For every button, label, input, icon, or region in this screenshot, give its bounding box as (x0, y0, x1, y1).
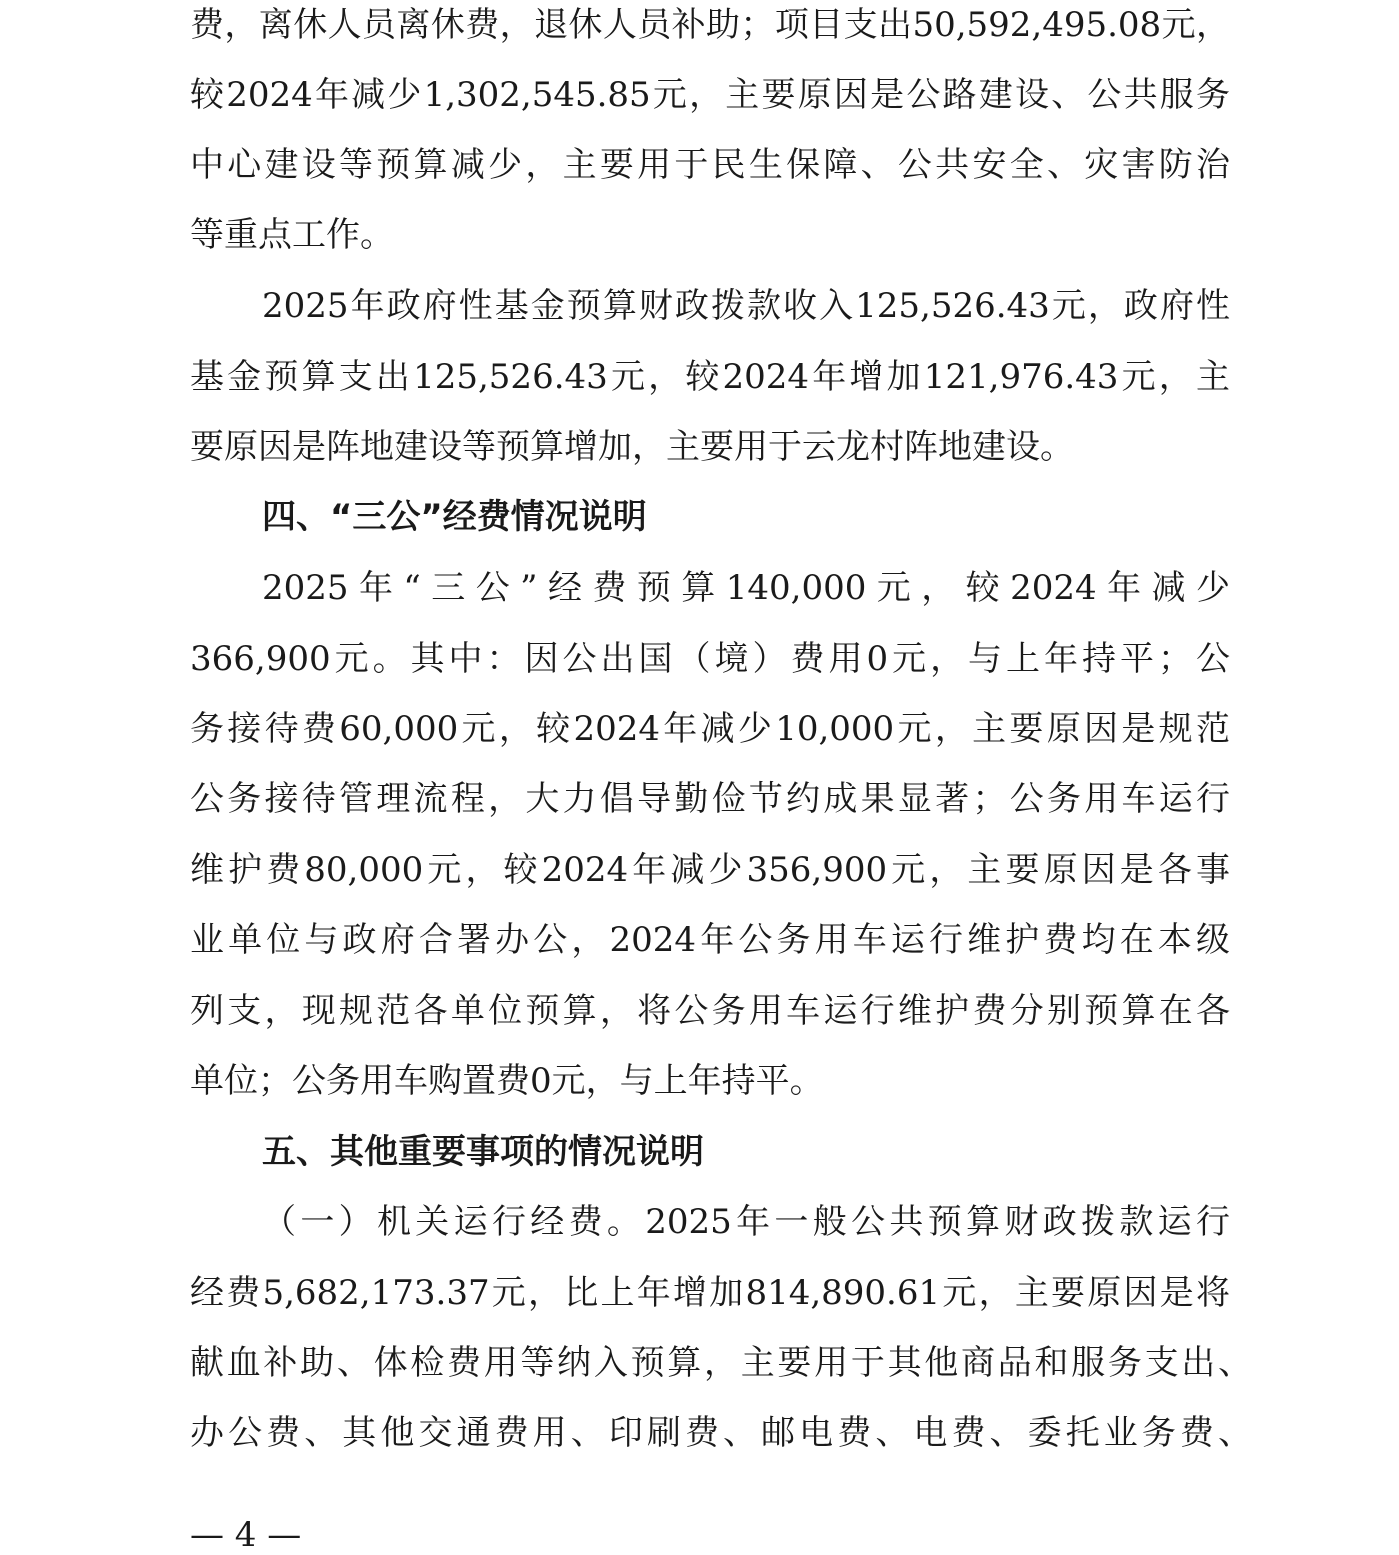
section-heading-four: 四、“三公”经费情况说明 (262, 497, 647, 537)
paragraph-line: 366,900元。其中：因公出国（境）费用0元，与上年持平；公 (190, 639, 1230, 679)
paragraph-line: 2025年“三公”经费预算140,000元，较2024年减少 (262, 568, 1230, 608)
section-heading-five: 五、其他重要事项的情况说明 (262, 1132, 704, 1172)
paragraph-line: 基金预算支出125,526.43元，较2024年增加121,976.43元，主 (190, 357, 1230, 397)
paragraph-line: 献血补助、体检费用等纳入预算，主要用于其他商品和服务支出、 (190, 1343, 1252, 1383)
paragraph-line: 要原因是阵地建设等预算增加，主要用于云龙村阵地建设。 (190, 427, 1074, 467)
paragraph-line: 列支，现规范各单位预算，将公务用车运行维护费分别预算在各 (190, 991, 1230, 1031)
paragraph-line: 费，离休人员离休费，退休人员补助；项目支出50,592,495.08元， (190, 5, 1230, 45)
paragraph-line: 业单位与政府合署办公，2024年公务用车运行维护费均在本级 (190, 920, 1230, 960)
paragraph-line: 办公费、其他交通费用、印刷费、邮电费、电费、委托业务费、 (190, 1413, 1252, 1453)
paragraph-line: 维护费80,000元，较2024年减少356,900元，主要原因是各事 (190, 850, 1230, 890)
paragraph-line: 2025年政府性基金预算财政拨款收入125,526.43元，政府性 (262, 286, 1230, 326)
paragraph-line: 等重点工作。 (190, 215, 394, 255)
paragraph-line: （一）机关运行经费。2025年一般公共预算财政拨款运行 (262, 1202, 1230, 1242)
paragraph-line: 中心建设等预算减少，主要用于民生保障、公共安全、灾害防治 (190, 145, 1230, 185)
paragraph-line: 较2024年减少1,302,545.85元，主要原因是公路建设、公共服务 (190, 75, 1230, 115)
paragraph-line: 经费5,682,173.37元，比上年增加814,890.61元，主要原因是将 (190, 1273, 1230, 1313)
paragraph-line: 公务接待管理流程，大力倡导勤俭节约成果显著；公务用车运行 (190, 779, 1230, 819)
paragraph-line: 务接待费60,000元，较2024年减少10,000元，主要原因是规范 (190, 709, 1230, 749)
paragraph-line: 单位；公务用车购置费0元，与上年持平。 (190, 1061, 824, 1101)
page-number: — 4 — (190, 1515, 302, 1555)
